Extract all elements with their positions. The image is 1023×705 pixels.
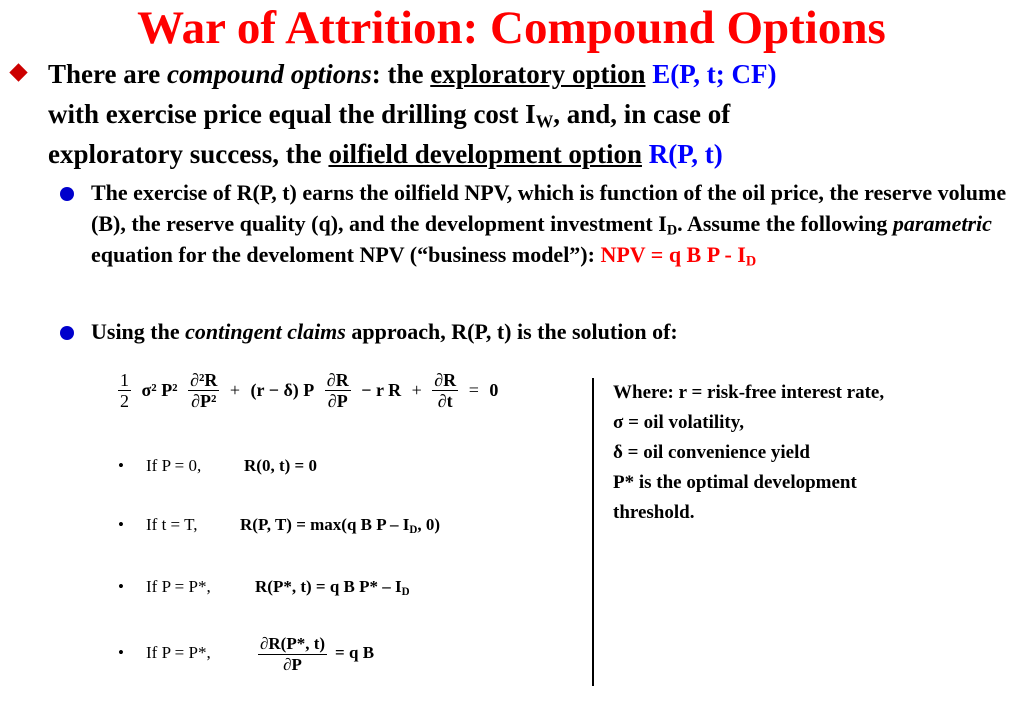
legend-line: δ = oil convenience yield: [613, 442, 810, 463]
denominator: ∂P: [327, 391, 348, 411]
round-bullet-icon: [60, 187, 74, 201]
plus-sign: +: [229, 380, 241, 400]
condition-value: R(0, t) = 0: [244, 456, 317, 475]
sub-bullet-npv: [91, 177, 1011, 270]
parametric-term: parametric: [892, 211, 992, 236]
bullet-dot-icon: •: [118, 456, 124, 475]
text-segment: Using the: [91, 319, 186, 344]
numerator: ∂R: [434, 370, 457, 390]
condition: If P = P*,: [146, 643, 211, 663]
second-derivative: [188, 370, 219, 411]
first-derivative-p: [325, 370, 351, 411]
development-option-term: oilfield development option: [328, 139, 642, 169]
plus-sign: +: [411, 380, 422, 400]
text-segment: There are: [48, 59, 167, 89]
subscript: D: [745, 253, 757, 270]
boundary-condition: [118, 456, 317, 476]
half-fraction: [118, 370, 131, 411]
legend-line: threshold.: [613, 502, 695, 523]
pde-rhs: 0: [489, 380, 499, 400]
sub-bullet-contingent: [91, 316, 1011, 347]
legend-line: Where: r = risk-free interest rate,: [613, 382, 885, 403]
pde-equation: [118, 370, 504, 411]
numerator: ∂²R: [190, 370, 218, 390]
condition-value: = q B: [335, 643, 375, 663]
text-segment: exploratory success, the: [48, 139, 329, 169]
condition: If P = P*,: [146, 577, 211, 596]
text-segment: with exercise price equal the drilling cost I: [48, 99, 536, 129]
slide-title: War of Attrition: Compound Options: [137, 2, 886, 54]
condition-value: R(P*, t) = q B P* – I: [255, 577, 402, 596]
numerator: ∂R: [326, 370, 349, 390]
boundary-condition: [118, 515, 440, 535]
smooth-pasting-fraction: [258, 634, 327, 675]
pde-term: (r − δ) P: [250, 380, 315, 400]
equals-sign: =: [468, 380, 479, 400]
subscript: D: [666, 222, 678, 239]
condition-value-end: , 0): [417, 515, 440, 534]
npv-equation: NPV = q B P - I: [600, 242, 746, 267]
bullet-dot-icon: •: [118, 577, 124, 596]
denominator: ∂P²: [191, 391, 217, 411]
main-bullet-text: [48, 54, 1008, 174]
numerator: 1: [120, 370, 129, 390]
vertical-divider: [592, 378, 594, 686]
text-segment: approach, R(P, t) is the solution of:: [345, 319, 678, 344]
denominator: ∂P: [283, 655, 302, 674]
pde-term: σ² P²: [141, 380, 178, 400]
condition: If t = T,: [146, 515, 198, 534]
boundary-condition: [118, 634, 374, 675]
contingent-claims-term: contingent claims: [185, 319, 346, 344]
text-segment: The exercise of R(P, t) earns the oilfield NPV, which is function of the oil price, the reserve volume (B), the reserve quality (q), and the development investment I: [91, 180, 1007, 236]
text-segment: equation for the develoment NPV (“business model”):: [91, 242, 601, 267]
boundary-condition: [118, 577, 410, 597]
numerator: ∂R(P*, t): [260, 634, 326, 653]
legend-line: σ = oil volatility,: [613, 412, 744, 433]
exploratory-option-term: exploratory option: [430, 59, 646, 89]
exploratory-option-formula: E(P, t; CF): [645, 59, 777, 89]
legend-box: [613, 378, 1013, 528]
text-segment: , and, in case of: [553, 99, 731, 129]
compound-options-term: compound options: [166, 59, 372, 89]
diamond-bullet-icon: [9, 63, 27, 81]
subscript: D: [401, 585, 410, 598]
subscript: D: [409, 523, 418, 536]
legend-line: P* is the optimal development: [613, 472, 857, 493]
bullet-dot-icon: •: [118, 515, 124, 534]
denominator: 2: [120, 391, 129, 411]
time-derivative: [432, 370, 458, 411]
denominator: ∂t: [437, 391, 453, 411]
pde-term: − r R: [361, 380, 402, 400]
development-option-formula: R(P, t): [641, 139, 723, 169]
text-segment: . Assume the following: [677, 211, 893, 236]
text-segment: : the: [371, 59, 431, 89]
condition-value: R(P, T) = max(q B P – I: [240, 515, 410, 534]
condition: If P = 0,: [146, 456, 202, 475]
bullet-dot-icon: •: [118, 643, 124, 663]
subscript: W: [535, 111, 554, 132]
round-bullet-icon: [60, 326, 74, 340]
